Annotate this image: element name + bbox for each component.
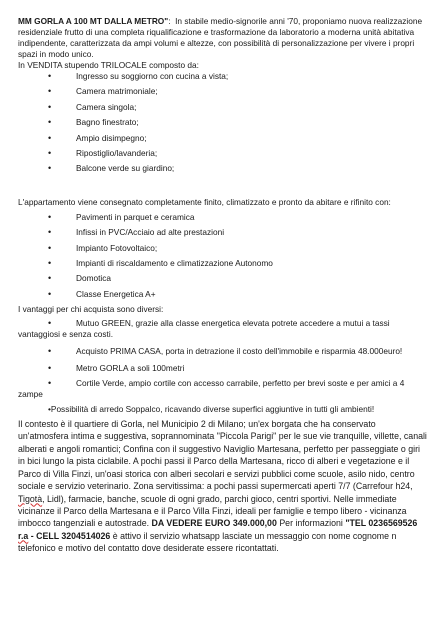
rooms-list bbox=[18, 71, 428, 179]
list-item: • Mutuo GREEN, grazie alla classe energetica elevata potrete accedere a mutui a tassi vantaggiosi e senza costi. bbox=[18, 318, 428, 340]
phone-number: "TEL 0236569526 bbox=[345, 518, 418, 529]
list-item: • Ingresso su soggiorno con cucina a vista; bbox=[18, 71, 428, 86]
delivered-intro: L'appartamento viene consegnato completamente finito, climatizzato e pronto da abitare e rifinito con: bbox=[18, 196, 391, 207]
mobile-number: - CELL 3204514026 bbox=[30, 530, 111, 541]
listing-document bbox=[18, 16, 428, 555]
spellcheck-word: r.a bbox=[18, 530, 29, 541]
list-item: • Impianti di riscaldamento e climatizzazione Autonomo bbox=[18, 258, 428, 273]
list-item: • Cortile Verde, ampio cortile con accesso carrabile, perfetto per brevi soste e per amici a 4 zampe bbox=[18, 378, 428, 400]
list-item: • Camera singola; bbox=[18, 102, 428, 117]
list-item: • Balcone verde su giardino; bbox=[18, 163, 428, 178]
context-paragraph: Il contesto è il quartiere di Gorla, nel Municipio 2 di Milano; un'ex borgata che ha conservato un'atmosfera intima e suggestiva, soprannominata "Piccola Parigi" per le sue vie tranquille, villette, canali alberati e angoli romantici; Confina con il suggestivo Naviglio Martesana, perfetto per passeggiate o giri in bici lungo la pista ciclabile. A pochi passi il Parco della Martesana, ricco di alberi e vegetazione e il Parco di Villa Finzi, un'oasi storica con alberi secolari e servizi pubblici come scuole, asilo nido, centro sociale e servizio veterinario. Zona servitissima: a pochi passi supermercati aperti 7/7 (Carrefour h24, Tigotà, Lidl), farmacie, banche, scuole di ogni grado, parchi gioco, centri sportivi. Nelle immediate vicinanze il Parco della Martesana e il Parco Villa Finzi, ideali per famiglie e tempo libero - vicinanza imbocco tangenziali e autostrade. DA VEDERE EURO 349.000,00 Per informazioni "TEL 0236569526 r.a - CELL 3204514026 è attivo il servizio whatsapp lasciate un messaggio con nome cognome n telefonico e motivo del contatto dove desiderate essere ricontattati. bbox=[18, 419, 427, 554]
headline: MM GORLA A 100 MT DALLA METRO bbox=[18, 16, 165, 26]
intro-paragraph: MM GORLA A 100 MT DALLA METRO": In stabile medio-signorile anni '70, proponiamo nuova realizzazione residenziale frutto di una completa riqualificazione e trasformazione da laboratorio a moderna unità abitativa indipendente, caratterizzata da ampi volumi e altezze, con possibilità di personalizzazione per vivere i propri spazi in modo unico. bbox=[18, 16, 423, 59]
features-list bbox=[18, 212, 428, 304]
list-item: • Bagno finestrato; bbox=[18, 117, 428, 132]
list-item: • Ampio disimpegno; bbox=[18, 133, 428, 148]
price: DA VEDERE EURO 349.000,00 bbox=[151, 518, 277, 529]
list-item: •Possibilità di arredo Soppalco, ricavando diverse superfici aggiuntive in tutti gli ambienti! bbox=[48, 404, 375, 415]
list-item: • Infissi in PVC/Acciaio ad alte prestazioni bbox=[18, 227, 428, 242]
advantages-intro: I vantaggi per chi acquista sono diversi: bbox=[18, 304, 164, 315]
list-item: • Acquisto PRIMA CASA, porta in detrazione il costo dell'immobile e risparmia 48.000euro! bbox=[18, 346, 428, 357]
spellcheck-word: Tigotà bbox=[18, 493, 43, 504]
advantages-list bbox=[18, 318, 428, 400]
list-item: • Classe Energetica A+ bbox=[18, 289, 428, 304]
list-item: • Domotica bbox=[18, 273, 428, 288]
list-item: • Metro GORLA a soli 100metri bbox=[18, 363, 428, 374]
list-item: • Impianto Fotovoltaico; bbox=[18, 243, 428, 258]
list-item: • Ripostiglio/lavanderia; bbox=[18, 148, 428, 163]
sale-line: In VENDITA stupendo TRILOCALE composto da: bbox=[18, 60, 199, 70]
list-item: • Camera matrimoniale; bbox=[18, 86, 428, 101]
intro-text: In stabile medio-signorile anni '70, proponiamo nuova realizzazione residenziale frutto di una completa riqualificazione e trasformazione da laboratorio a moderna unità abitativa indipendente, caratterizzata da ampi volumi e altezze, con possibilità di personalizzazione per vivere i propri spazi in modo unico. bbox=[18, 16, 423, 59]
list-item: • Pavimenti in parquet e ceramica bbox=[18, 212, 428, 227]
